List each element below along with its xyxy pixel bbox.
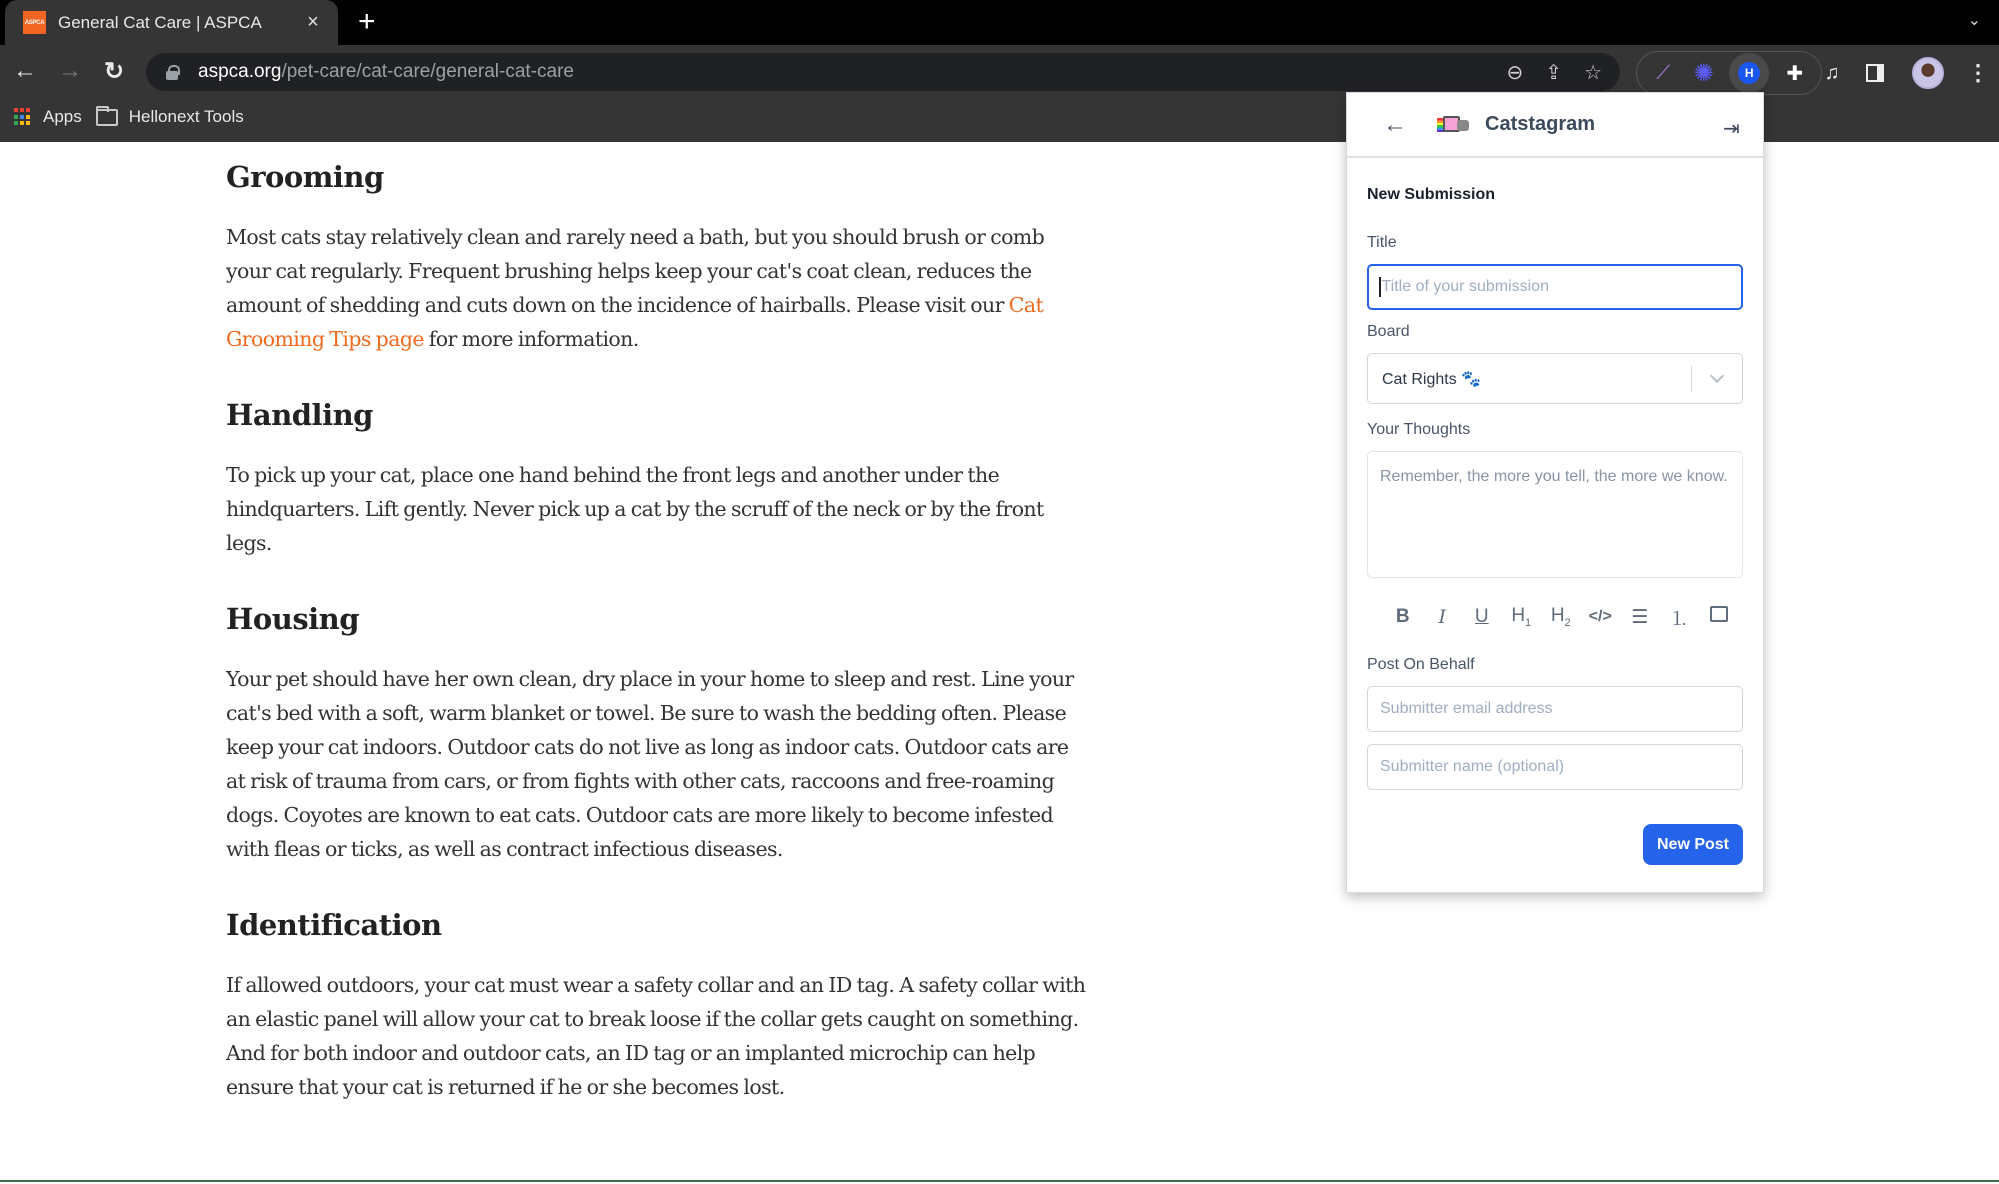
media-controls-icon[interactable]: ♫ xyxy=(1824,61,1840,84)
submitter-name-input[interactable] xyxy=(1367,744,1743,790)
bookmark-label: Hellonext Tools xyxy=(128,107,244,126)
hellonext-extension-icon[interactable]: H xyxy=(1729,53,1769,93)
catstagram-extension-popup xyxy=(1346,92,1764,893)
back-arrow-icon[interactable]: ← xyxy=(1383,110,1407,138)
section-heading: Identification xyxy=(226,908,442,942)
folder-icon xyxy=(96,109,118,126)
side-panel-button[interactable] xyxy=(1866,64,1890,82)
board-selected-value: Cat Rights 🐾 xyxy=(1382,370,1482,388)
section-heading: Handling xyxy=(226,398,373,432)
text-caret xyxy=(1379,277,1381,297)
select-toggle[interactable] xyxy=(1692,376,1742,381)
italic-icon[interactable]: I xyxy=(1438,606,1446,628)
title-placeholder: Title of your submission xyxy=(1381,278,1549,295)
bullet-list-icon[interactable]: ☰ xyxy=(1631,606,1649,628)
bookmarks-bar xyxy=(0,97,244,137)
email-placeholder: Submitter email address xyxy=(1380,700,1553,717)
aspca-favicon-icon: ASPCA xyxy=(23,11,46,34)
bookmark-star-icon[interactable]: ☆ xyxy=(1584,61,1602,84)
feather-extension-icon[interactable]: ⟋ xyxy=(1656,61,1671,84)
section-heading: Housing xyxy=(226,602,360,636)
heading-2-icon[interactable]: $H_2$ xyxy=(1550,605,1571,629)
title-input[interactable] xyxy=(1367,264,1743,310)
board-label: Board xyxy=(1367,323,1410,340)
bold-icon[interactable]: B xyxy=(1395,606,1410,627)
zoom-out-icon[interactable]: ⊖ xyxy=(1506,61,1524,84)
sparkle-extension-icon[interactable]: ✺ xyxy=(1693,59,1714,87)
thoughts-label: Your Thoughts xyxy=(1367,421,1471,438)
url-host: aspca.org xyxy=(198,61,282,82)
section-grooming xyxy=(226,160,1086,356)
address-bar[interactable] xyxy=(146,53,1620,91)
form-footer xyxy=(1367,824,1743,865)
heading-1-icon[interactable]: $H_1$ xyxy=(1511,605,1532,629)
back-button[interactable]: ← xyxy=(13,57,37,84)
section-housing xyxy=(226,602,1086,866)
new-post-button[interactable]: New Post xyxy=(1643,824,1743,865)
thoughts-textarea[interactable]: Remember, the more you tell, the more we know. xyxy=(1367,451,1743,578)
browser-menu-icon[interactable]: ⋮ xyxy=(1967,60,1989,85)
nyan-cat-logo-icon xyxy=(1437,116,1469,134)
submitter-email-input[interactable] xyxy=(1367,686,1743,732)
image-icon[interactable] xyxy=(1699,606,1739,628)
section-paragraph: If allowed outdoors, your cat must wear a safety collar and an ID tag. A safety collar with an elastic panel will allow your cat to break loose if the collar gets caught on something. And for both indoor and outdoor cats, an ID tag or an implanted microchip can help ensure that your cat is returned if he or she becomes lost. xyxy=(226,973,1086,1099)
article xyxy=(226,142,1086,1104)
section-paragraph: Your pet should have her own clean, dry place in your home to sleep and rest. Line your cat's bed with a soft, warm blanket or towel. Be sure to wash the bedding often. Please keep your cat indoors. Outdoor cats do not live as long as indoor cats. Outdoor cats are at risk of trauma from cars, or from fights with other cats, raccoons and free-roaming dogs. Coyotes are known to eat cats. Outdoor cats are more likely to become infested with fleas or ticks, as well as contract infectious diseases. xyxy=(226,667,1074,861)
post-on-behalf-label: Post On Behalf xyxy=(1367,656,1475,673)
section-heading: Grooming xyxy=(226,160,384,194)
code-icon[interactable]: </> xyxy=(1588,608,1612,625)
form-heading: New Submission xyxy=(1367,186,1496,203)
tab-strip xyxy=(0,0,1999,45)
browser-tab[interactable] xyxy=(5,0,338,45)
numbered-list-icon[interactable]: ⒈ xyxy=(1669,608,1689,630)
share-icon[interactable]: ⇪ xyxy=(1545,61,1563,84)
section-paragraph: To pick up your cat, place one hand behind the front legs and another under the hindquarters. Lift gently. Never pick up a cat by the scruff of the neck or by the front legs. xyxy=(226,463,1044,555)
popup-header xyxy=(1347,93,1763,158)
section-paragraph: Most cats stay relatively clean and rarely need a bath, but you should brush or comb your cat regularly. Frequent brushing helps keep your cat's coat clean, reduces the amount of shedding and cuts down on the incidence of hairballs. Please visit our Cat Grooming Tips page for more information. xyxy=(226,225,1045,351)
url-path: /pet-care/cat-care/general-cat-care xyxy=(281,61,574,82)
workspace-title: Catstagram xyxy=(1485,113,1596,135)
side-panel-icon xyxy=(1866,64,1884,82)
tab-close-icon[interactable]: × xyxy=(307,11,319,33)
tab-search-icon[interactable]: ⌄ xyxy=(1967,12,1981,29)
underline-icon[interactable]: U xyxy=(1474,606,1489,627)
section-identification xyxy=(226,908,1086,1104)
forward-button[interactable]: → xyxy=(58,57,82,84)
puzzle-extensions-icon[interactable]: ✚ xyxy=(1786,62,1804,85)
lock-icon[interactable] xyxy=(166,65,178,79)
apps-grid-icon xyxy=(14,108,32,126)
title-label: Title xyxy=(1367,234,1397,251)
submission-form xyxy=(1347,158,1763,865)
bookmark-label: Apps xyxy=(43,107,82,126)
tab-title: General Cat Care | ASPCA xyxy=(58,12,262,32)
bookmark-apps[interactable] xyxy=(14,107,82,127)
logout-icon[interactable]: ⇥ xyxy=(1723,117,1740,140)
new-tab-button[interactable]: + xyxy=(358,5,376,38)
profile-avatar[interactable] xyxy=(1912,57,1944,89)
cat-grooming-tips-link[interactable]: Cat Grooming Tips page xyxy=(226,293,1044,351)
editor-toolbar xyxy=(1367,602,1743,632)
board-select[interactable] xyxy=(1367,353,1743,404)
section-handling xyxy=(226,398,1086,560)
reload-button[interactable]: ↻ xyxy=(103,57,125,85)
page-bottom-divider xyxy=(0,1180,1999,1182)
name-placeholder: Submitter name (optional) xyxy=(1380,758,1565,775)
extensions-group xyxy=(1636,51,1822,95)
bookmark-hellonext-tools[interactable] xyxy=(96,107,244,127)
chevron-down-icon xyxy=(1710,369,1724,383)
